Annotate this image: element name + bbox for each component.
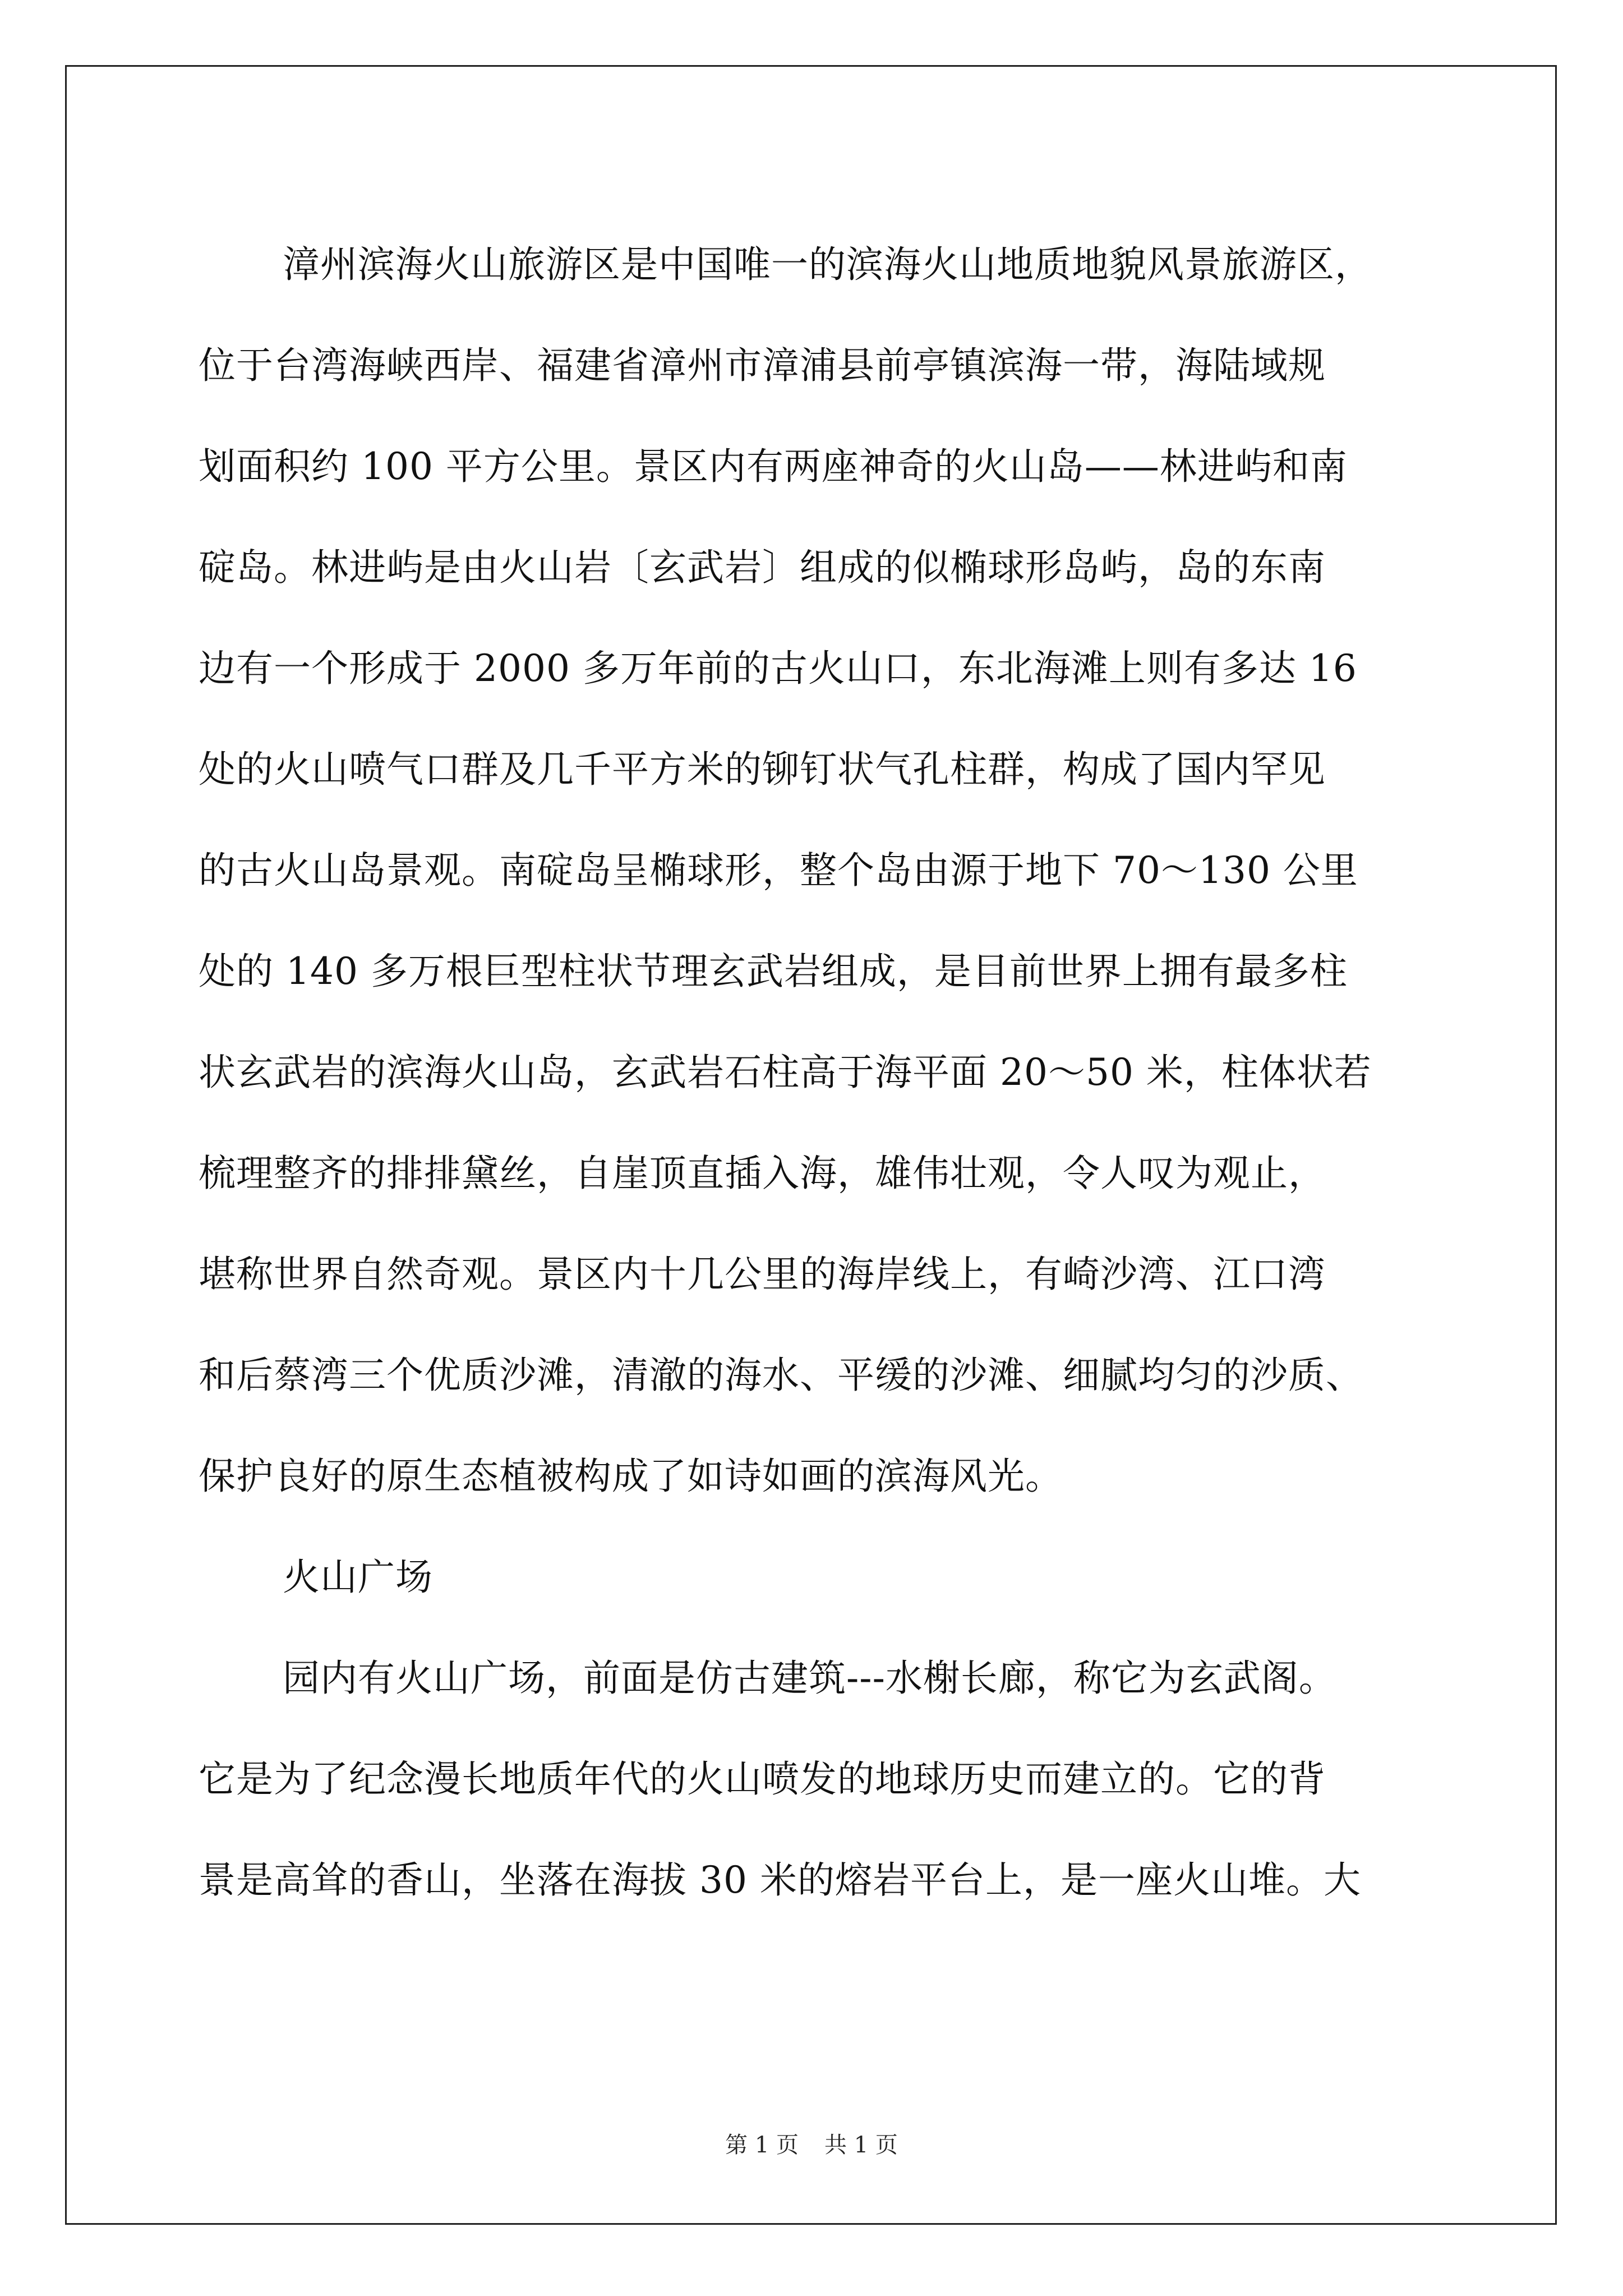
- section-heading: 火山广场: [283, 1556, 433, 1599]
- page-number: 第 1 页: [725, 2132, 799, 2158]
- document-body: [199, 214, 1427, 1931]
- paragraph-2-line-3: 景是高耸的香山，坐落在海拔 30 米的熔岩平台上，是一座火山堆。大: [199, 1858, 1361, 1902]
- paragraph-2-line-1: 园内有火山广场，前面是仿古建筑---水榭长廊，称它为玄武阁。: [283, 1657, 1336, 1700]
- paragraph-1-line-13: 保护良好的原生态植被构成了如诗如画的滨海风光。: [199, 1455, 1063, 1498]
- paragraph-1-line-6: 处的火山喷气口群及几千平方米的铆钉状气孔柱群，构成了国内罕见: [199, 748, 1326, 791]
- paragraph-2-line-2: 它是为了纪念漫长地质年代的火山喷发的地球历史而建立的。它的背: [199, 1757, 1326, 1801]
- paragraph-1-line-4: 碇岛。林进屿是由火山岩〔玄武岩〕组成的似椭球形岛屿，岛的东南: [199, 546, 1326, 589]
- page-footer: [0, 2132, 1623, 2159]
- paragraph-1-line-1: 漳州滨海火山旅游区是中国唯一的滨海火山地质地貌风景旅游区，: [283, 243, 1372, 286]
- paragraph-1-line-11: 堪称世界自然奇观。景区内十几公里的海岸线上，有崎沙湾、江口湾: [199, 1253, 1326, 1296]
- page-total: 共 1 页: [824, 2132, 898, 2158]
- paragraph-1-line-2: 位于台湾海峡西岸、福建省漳州市漳浦县前亭镇滨海一带，海陆域规: [199, 344, 1326, 387]
- paragraph-1-line-8: 处的 140 多万根巨型柱状节理玄武岩组成，是目前世界上拥有最多柱: [199, 950, 1348, 993]
- paragraph-1-line-10: 梳理整齐的排排黛丝，自崖顶直插入海，雄伟壮观，令人叹为观止，: [199, 1152, 1326, 1195]
- paragraph-1-line-9: 状玄武岩的滨海火山岛，玄武岩石柱高于海平面 20～50 米，柱体状若: [199, 1051, 1372, 1094]
- paragraph-1-line-7: 的古火山岛景观。南碇岛呈椭球形，整个岛由源于地下 70～130 公里: [199, 849, 1358, 892]
- paragraph-1-line-5: 边有一个形成于 2000 多万年前的古火山口，东北海滩上则有多达 16: [199, 647, 1357, 690]
- paragraph-1-line-3: 划面积约 100 平方公里。景区内有两座神奇的火山岛——林进屿和南: [199, 445, 1348, 488]
- paragraph-1-line-12: 和后蔡湾三个优质沙滩，清澈的海水、平缓的沙滩、细腻均匀的沙质、: [199, 1354, 1363, 1397]
